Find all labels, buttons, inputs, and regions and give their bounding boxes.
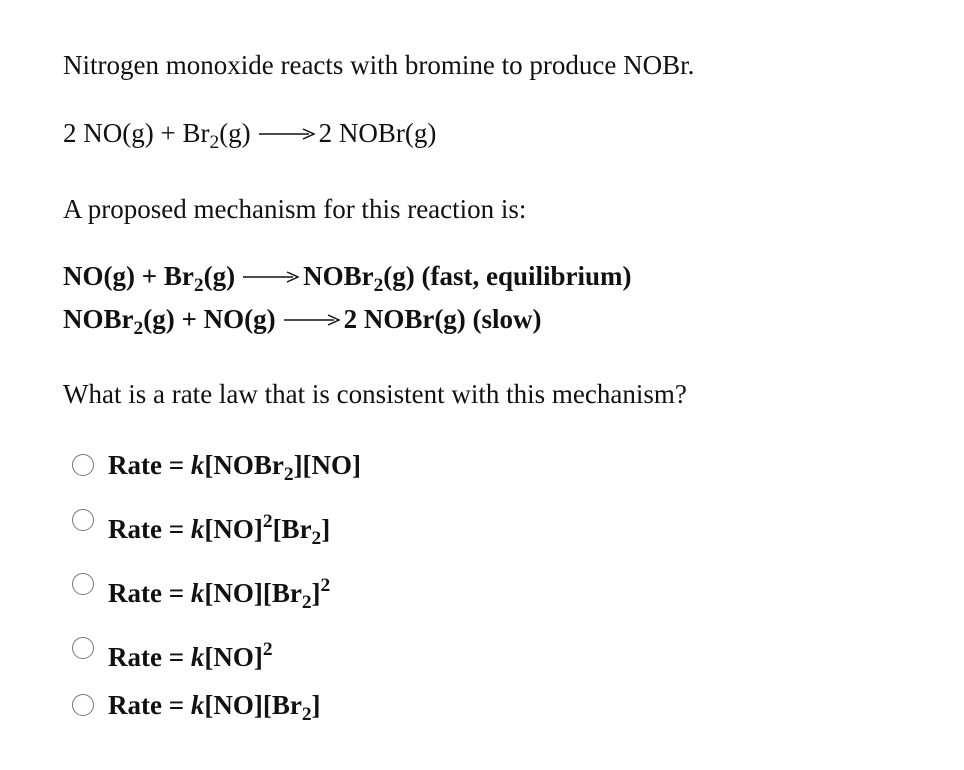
question-text: What is a rate law that is consistent with this mechanism? [63,379,687,409]
reaction-arrow-icon [284,302,340,336]
radio-button-5[interactable] [72,694,94,716]
overall-equation: 2 $NO(g) + Br_2(g)$ 2 NOBr(g) [63,118,437,154]
reaction-arrow-icon [243,259,299,293]
option-4-label: Rate = k[NO]$^2$ [108,639,273,672]
reaction-arrow-icon [259,116,315,150]
intro-text: Nitrogen monoxide reacts with bromine to produce NOBr. [63,50,695,80]
option-3-label: Rate = $k[NO][Br_2]^2$ [108,575,331,614]
option-1-label: Rate = k[NOBr$_2$][NO] [108,450,362,486]
radio-button-4[interactable] [72,637,94,659]
mechanism-step-2: NOBr$_2$(g) + NO(g) 2 NOBr(g) (slow) [63,304,542,340]
radio-button-3[interactable] [72,573,94,595]
radio-button-1[interactable] [72,454,94,476]
option-5-label: Rate = $k[NO][Br_2]$ [108,690,321,726]
mechanism-intro: A proposed mechanism for this reaction is: [63,194,527,224]
radio-button-2[interactable] [72,509,94,531]
option-2-label: Rate = $k[NO]^2[Br_2]$ [108,511,331,550]
mechanism-step-1: $NO(g) + Br_2(g)$ NOBr$_2$(g) (fast, equilibrium) [63,261,632,297]
